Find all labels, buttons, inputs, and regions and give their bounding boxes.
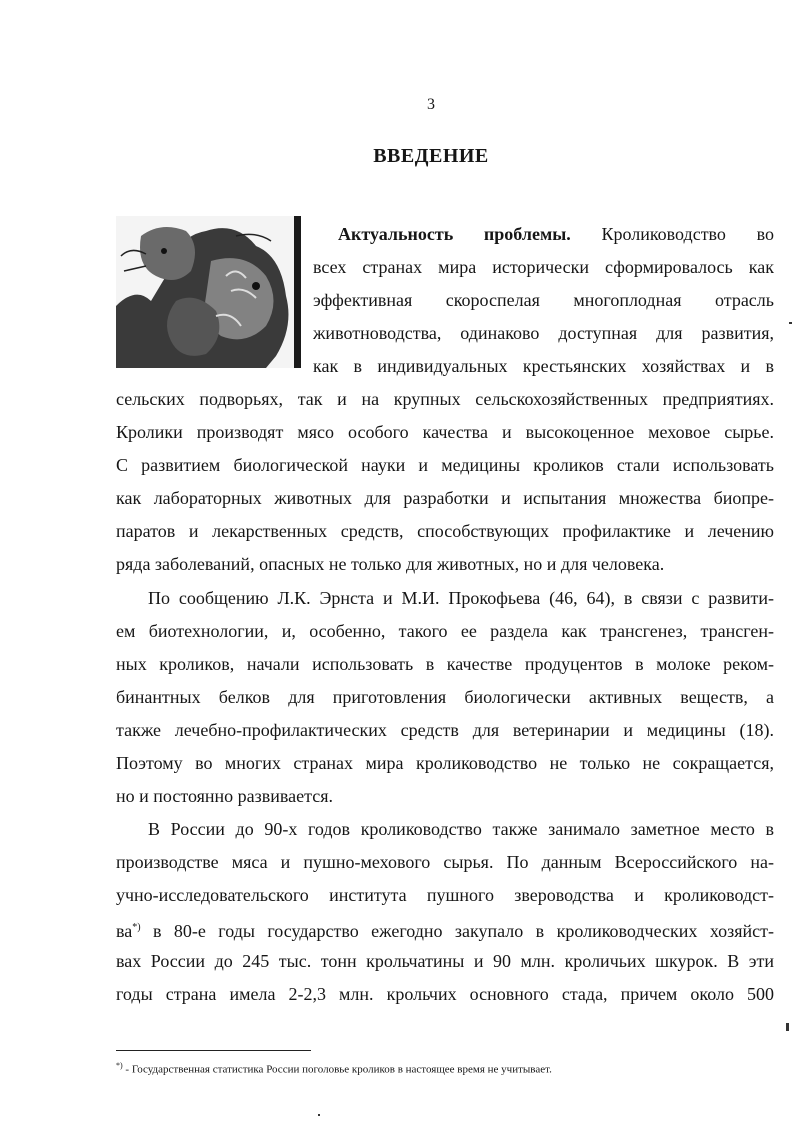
paragraph-3-line-3: учно-исследовательского института пушного звероводства и кролиководст-	[116, 885, 774, 905]
footnote-mark: *)	[116, 1061, 123, 1070]
rabbit-illustration	[116, 216, 301, 368]
scan-speck	[318, 1114, 320, 1116]
footnote-text: - Государственная статистика России поголовье кроликов в настоящее время не учитывает.	[122, 1063, 552, 1076]
footnote-reference: *)	[132, 922, 141, 933]
paragraph-1-line-6: сельских подворьях, так и на крупных сельскохозяйственных предприятиях.	[116, 389, 774, 409]
paragraph-1-line-9: как лабораторных животных для разработки и испытания множества биопре-	[116, 488, 774, 508]
footnote-separator	[116, 1050, 311, 1051]
scan-speck	[786, 1023, 789, 1031]
paragraph-3-line-2: производстве мяса и пушно-мехового сырья. По данным Всероссийского на-	[116, 852, 774, 872]
paragraph-2-line-2: ем биотехнологии, и, особенно, такого ее раздела как трансгенез, трансген-	[116, 621, 774, 641]
paragraph-1-line-8: С развитием биологической науки и медицины кроликов стали использовать	[116, 455, 774, 475]
paragraph-1-line-1-text: Кролиководство во	[601, 224, 774, 244]
paragraph-2-line-1: По сообщению Л.К. Эрнста и М.И. Прокофьева (46, 64), в связи с развити-	[148, 588, 774, 608]
paragraph-3-line-4-start: ва	[116, 921, 133, 941]
paragraph-lead: Актуальность проблемы.	[338, 224, 571, 244]
paragraph-3-line-1: В России до 90-х годов кролиководство также занимало заметное место в	[148, 819, 774, 839]
paragraph-1-line-2: всех странах мира исторически сформировалось как	[313, 257, 774, 277]
paragraph-2-line-5: также лечебно-профилактических средств для ветеринарии и медицины (18).	[116, 720, 774, 740]
paragraph-2-line-6: Поэтому во многих странах мира кролиководство не только не сокращается,	[116, 753, 774, 773]
paragraph-2-line-3: ных кроликов, начали использовать в качестве продуцентов в молоке реком-	[116, 654, 774, 674]
paragraph-3-line-5: вах России до 245 тыс. тонн крольчатины и 90 млн. кроличьих шкурок. В эти	[116, 951, 774, 971]
paragraph-1-line-1	[338, 224, 774, 244]
paragraph-1-line-3: эффективная скороспелая многоплодная отрасль	[313, 290, 774, 310]
paragraph-2-line-4: бинантных белков для приготовления биологически активных веществ, а	[116, 687, 774, 707]
paragraph-2-line-7: но и постоянно развивается.	[116, 786, 333, 806]
section-heading: ВВЕДЕНИЕ	[373, 145, 489, 167]
paragraph-1-line-7: Кролики производят мясо особого качества и высокоценное меховое сырье.	[116, 422, 774, 442]
paragraph-1-line-5: как в индивидуальных крестьянских хозяйствах и в	[313, 356, 774, 376]
paragraph-1-line-10: паратов и лекарственных средств, способствующих профилактике и лечению	[116, 521, 774, 541]
paragraph-3-line-4	[116, 918, 774, 941]
paragraph-3-line-4-text: в 80-е годы государство ежегодно закупало в кролиководческих хозяйст-	[140, 921, 774, 941]
footnote	[116, 1059, 736, 1077]
scan-speck	[789, 322, 792, 324]
paragraph-3-line-6: годы страна имела 2-2,3 млн. крольчих основного стада, причем около 500	[116, 984, 774, 1004]
paragraph-1-line-4: животноводства, одинаково доступная для развития,	[313, 323, 774, 343]
paragraph-1-line-11: ряда заболеваний, опасных не только для животных, но и для человека.	[116, 554, 665, 574]
page-number: 3	[427, 96, 435, 113]
